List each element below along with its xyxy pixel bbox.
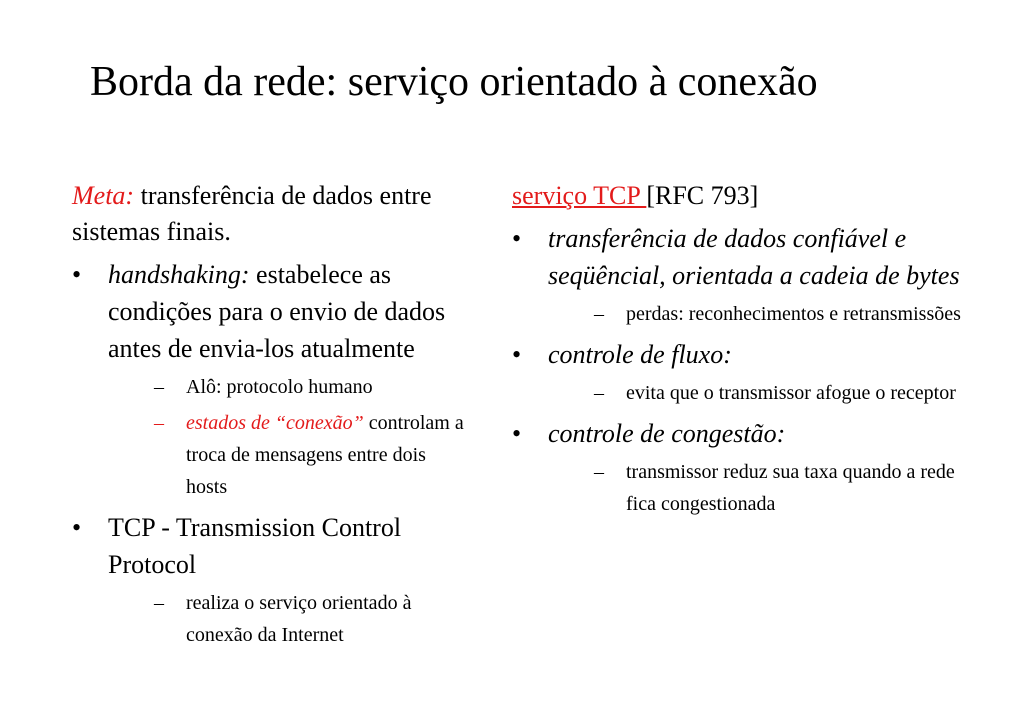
- list-item: [512, 415, 982, 520]
- goal-paragraph: [72, 178, 472, 250]
- list-item: [548, 456, 982, 520]
- handshaking-text: estabelece as condições para o envio de dados antes de envia-los atualmente: [108, 260, 446, 363]
- dash-icon: –: [594, 303, 604, 325]
- bullet-text: controle de fluxo:: [548, 340, 732, 369]
- dash-icon: –: [154, 592, 164, 614]
- sub-list: [108, 371, 472, 503]
- sub-item-text: transmissor reduz sua taxa quando a rede fica congestionada: [626, 461, 955, 515]
- bullet-icon: •: [72, 513, 82, 542]
- left-bullet-list: [72, 256, 472, 651]
- handshaking-label: handshaking:: [108, 260, 250, 289]
- dash-icon: –: [154, 376, 164, 398]
- tcp-item-text: TCP - Transmission Control Protocol: [108, 513, 402, 579]
- right-column: [512, 178, 982, 520]
- dash-icon: –: [594, 461, 604, 483]
- right-bullet-list: [512, 220, 982, 520]
- goal-label: Meta:: [72, 181, 135, 210]
- tcp-heading: [512, 178, 982, 214]
- slide-title: Borda da rede: serviço orientado à conexão: [90, 59, 818, 105]
- sub-item-text: controlam a troca de mensagens entre dois hosts: [186, 412, 464, 498]
- list-item: [108, 587, 472, 651]
- sub-item-text: evita que o transmissor afogue o receptor: [626, 382, 956, 404]
- list-item: [512, 336, 982, 409]
- bullet-text: transferência de dados confiável e seqüêncial, orientada a cadeia de bytes: [548, 224, 960, 290]
- sub-item-text: realiza o serviço orientado à conexão da Internet: [186, 592, 412, 646]
- bullet-icon: •: [72, 260, 82, 289]
- sub-list: [548, 456, 982, 520]
- sub-item-text: Alô: protocolo humano: [186, 376, 373, 398]
- sub-list: [548, 298, 982, 330]
- bullet-icon: •: [512, 419, 522, 448]
- bullet-text: controle de congestão:: [548, 419, 786, 448]
- left-column: [72, 178, 472, 651]
- dash-icon: –: [154, 412, 164, 434]
- list-item: [72, 509, 472, 651]
- list-item: [108, 407, 472, 503]
- bullet-icon: •: [512, 340, 522, 369]
- list-item: [512, 220, 982, 330]
- sub-list: [548, 377, 982, 409]
- list-item: [72, 256, 472, 503]
- list-item: [548, 298, 982, 330]
- sub-list: [108, 587, 472, 651]
- bullet-icon: •: [512, 224, 522, 253]
- connection-states-label: estados de “conexão”: [186, 412, 364, 434]
- list-item: [108, 371, 472, 403]
- rfc-reference: [RFC 793]: [646, 181, 759, 210]
- goal-text: transferência de dados entre sistemas finais.: [72, 181, 432, 246]
- dash-icon: –: [594, 382, 604, 404]
- list-item: [548, 377, 982, 409]
- sub-item-text: perdas: reconhecimentos e retransmissões: [626, 303, 961, 325]
- tcp-service-label: serviço TCP: [512, 181, 647, 210]
